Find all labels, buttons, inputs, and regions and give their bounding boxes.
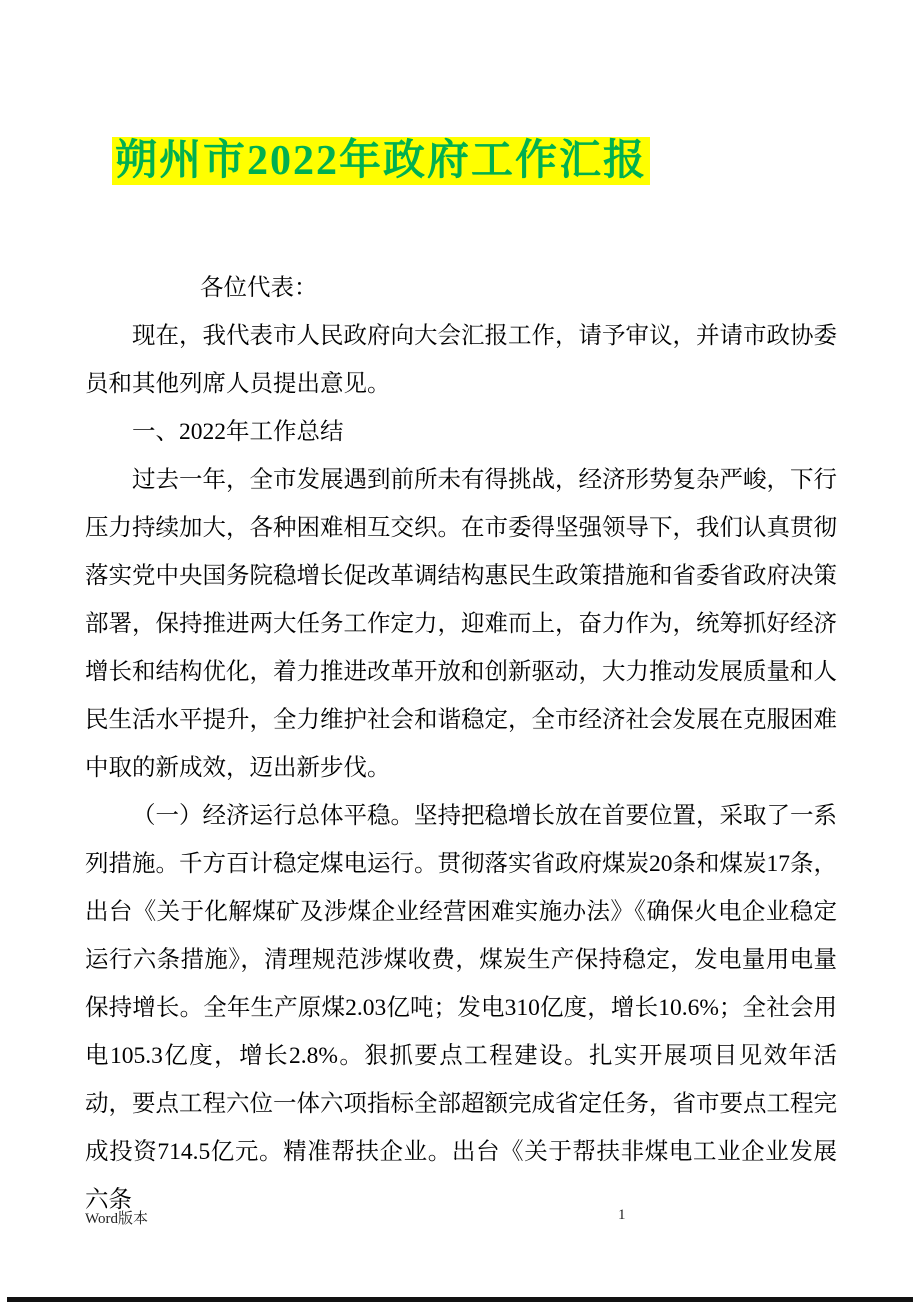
title-highlighted-text: 朔州市2022年政府工作汇报 [112, 137, 650, 185]
window-bottom-edge [7, 1297, 913, 1302]
paragraph-overview: 过去一年，全市发展遇到前所未有得挑战，经济形势复杂严峻，下行压力持续加大，各种困难相互交织。在市委得坚强领导下，我们认真贯彻落实党中央国务院稳增长促改革调结构惠民生政策措施和省委省政府决策部署，保持推进两大任务工作定力，迎难而上，奋力作为，统筹抓好经济增长和结构优化，着力推进改革开放和创新驱动，大力推动发展质量和人民生活水平提升，全力维护社会和谐稳定，全市经济社会发展在克服困难中取的新成效，迈出新步伐。 [85, 467, 837, 781]
paragraph-intro: 现在，我代表市人民政府向大会汇报工作，请予审议，并请市政协委员和其他列席人员提出意见。 [85, 323, 837, 397]
page-footer [0, 1203, 920, 1229]
paragraph-economy: （一）经济运行总体平稳。坚持把稳增长放在首要位置，采取了一系列措施。千方百计稳定煤电运行。贯彻落实省政府煤炭20条和煤炭17条，出台《关于化解煤矿及涉煤企业经营困难实施办法》《确保火电企业稳定运行六条措施》，清理规范涉煤收费，煤炭生产保持稳定，发电量用电量保持增长。全年生产原煤2.03亿吨；发电310亿度，增长10.6%；全社会用电105.3亿度，增长2.8%。狠抓要点工程建设。扎实开展项目见效年活动，要点工程六位一体六项指标全部超额完成省定任务，省市要点工程完成投资714.5亿元。精准帮扶企业。出台《关于帮扶非煤电工业企业发展六条 [85, 803, 837, 1213]
word-version-label: Word版本 [85, 1211, 148, 1227]
paragraph-salutation: 各位代表： [200, 275, 318, 301]
document-title [112, 136, 650, 186]
section-heading-2022-summary: 一、2022年工作总结 [132, 419, 344, 445]
page-number: 1 [618, 1207, 626, 1223]
document-body [85, 264, 837, 1224]
